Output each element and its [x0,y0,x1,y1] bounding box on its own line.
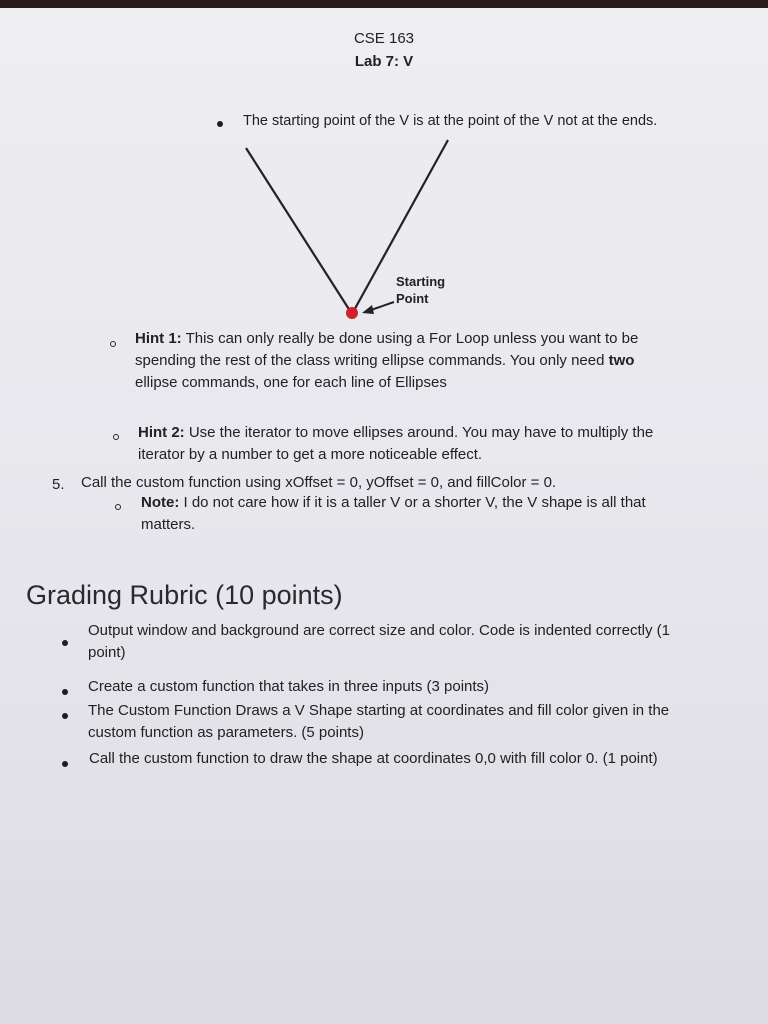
note-label: Note: [141,494,180,511]
hint-1-line-1: This can only really be done using a For Loop unless you want to be [185,330,639,347]
step-5-text: Call the custom function using xOffset = 0, yOffset = 0, and fillColor = 0. [81,474,557,491]
rubric-bullet-3 [62,713,68,719]
page-title: CSE 163 [353,30,415,47]
rubric-item-4: Call the custom function to draw the shape at coordinates 0,0 with fill color 0. (1 point) [89,750,658,767]
starting-label-line1: Starting [396,274,446,289]
note-line-1: I do not care how if it is a taller V or a shorter V, the V shape is all that [183,494,646,511]
note-line-2: matters. [141,516,196,533]
note-marker [115,504,121,510]
hint-2 [138,422,653,466]
rubric-heading: Grading Rubric (10 points) [26,580,343,610]
rubric-item-3 [88,700,669,744]
pointer-arrow-head [362,305,374,314]
hint-2-label: Hint 2: [138,424,185,441]
rubric-item-1-line-2: point) [88,644,126,661]
v-left-line [246,148,352,314]
starting-label-line2: Point [396,291,429,306]
rubric-bullet-4 [62,761,68,767]
hint-1 [135,328,638,394]
step-5-note [141,492,646,536]
hint-2-marker [113,434,119,440]
hint-1-line-2: spending the rest of the class writing ellipse commands. You only need [135,352,609,369]
hint-1-marker [110,341,116,347]
rubric-item-3-line-1: The Custom Function Draws a V Shape starting at coordinates and fill color given in the [88,702,670,719]
starting-point-dot [346,307,358,319]
hint-2-line-2: iterator by a number to get a more noticeable effect. [138,446,483,463]
step-5-number: 5. [52,476,65,493]
rubric-item-1 [88,620,670,664]
hint-1-emphasis: two [608,352,635,369]
rubric-item-1-line-1: Output window and background are correct size and color. Code is indented correctly (1 [88,622,670,639]
page-subtitle: Lab 7: V [354,53,414,70]
rubric-item-3-line-2: custom function as parameters. (5 points) [88,724,364,741]
rubric-bullet-2 [62,689,68,695]
hint-1-label: Hint 1: [135,330,182,347]
rubric-item-2: Create a custom function that takes in three inputs (3 points) [88,678,490,695]
hint-2-line-1: Use the iterator to move ellipses around. You may have to multiply the [188,424,654,441]
hint-1-line-3: ellipse commands, one for each line of Ellipses [135,374,447,391]
intro-bullet-text: The starting point of the V is at the point of the V not at the ends. [243,113,658,129]
paper-sheet [0,8,768,1024]
rubric-bullet-1 [62,640,68,646]
